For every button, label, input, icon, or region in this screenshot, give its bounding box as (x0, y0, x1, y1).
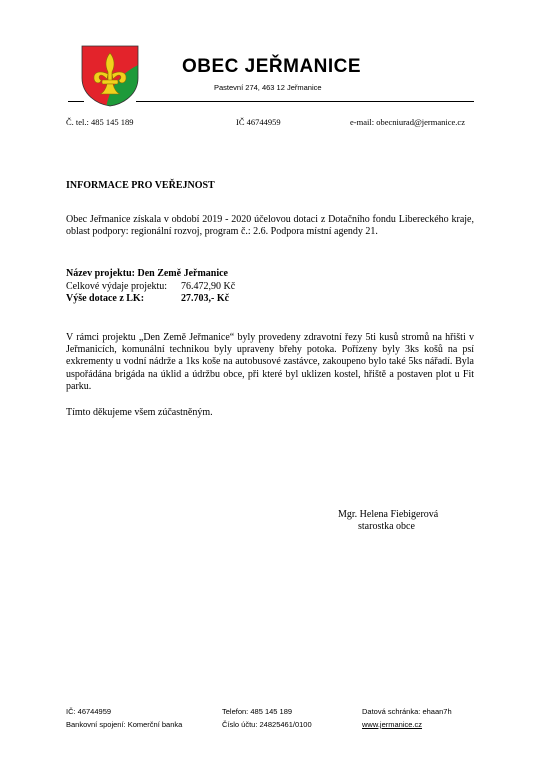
footer-bank: Bankovní spojení: Komerční banka (66, 720, 183, 729)
signature-name: Mgr. Helena Fiebigerová (338, 509, 439, 520)
grant-label: Výše dotace z LK: (66, 293, 145, 304)
footer-phone: Telefon: 485 145 189 (222, 707, 293, 716)
footer-ico: IČ: 46744959 (66, 707, 112, 716)
total-cost-row (66, 281, 235, 292)
grant-row (66, 293, 229, 304)
coat-of-arms-logo-icon (80, 44, 140, 108)
header-phone: Č. tel.: 485 145 189 (66, 117, 134, 127)
project-name: Název projektu: Den Země Jeřmanice (66, 268, 228, 279)
total-cost-label: Celkové výdaje projektu: (66, 281, 168, 292)
intro-paragraph: Obec Jeřmanice získala v období 2019 - 2020 účelovou dotaci z Dotačního fondu Libereckého kraje, oblast podpory: regionální rozvoj, program č.: 2.6. Podpora místní agendy 21. (66, 214, 474, 238)
footer-website-link[interactable]: www.jermanice.cz (362, 720, 423, 729)
header-divider-left (68, 101, 84, 102)
thanks-text: Tímto děkujeme všem zúčastněným. (66, 407, 213, 418)
page-title: OBEC JEŘMANICE (182, 56, 362, 77)
signature-role: starostka obce (358, 521, 415, 532)
header-email[interactable]: e-mail: obecniurad@jermanice.cz (350, 117, 465, 127)
footer-databox: Datová schránka: ehaan7h (362, 707, 452, 716)
grant-value: 27.703,- Kč (181, 293, 230, 304)
total-cost-value: 76.472,90 Kč (181, 281, 236, 292)
footer-account: Číslo účtu: 24825461/0100 (222, 720, 312, 729)
address: Pastevní 274, 463 12 Jeřmanice (214, 83, 322, 92)
project-description: V rámci projektu „Den Země Jeřmanice“ byly provedeny zdravotní řezy 5ti kusů stromů na hřišti v Jeřmanicích, komunální technikou byly upraveny břehy potoka. Pořízeny byly 3ks košů na psí exkrementy u vodní nádrže a 1ks koše na autobusové zastávce, zakoupeno bylo také 5ks nářadí. Byla uspořádána brigáda na úklid a údržbu obce, při které byl uklizen kostel, hřiště a postaven plot u Fit parku. (66, 332, 474, 392)
header-divider-right (136, 101, 474, 102)
header-ico: IČ 46744959 (236, 117, 281, 127)
section-heading: INFORMACE PRO VEŘEJNOST (66, 180, 215, 191)
